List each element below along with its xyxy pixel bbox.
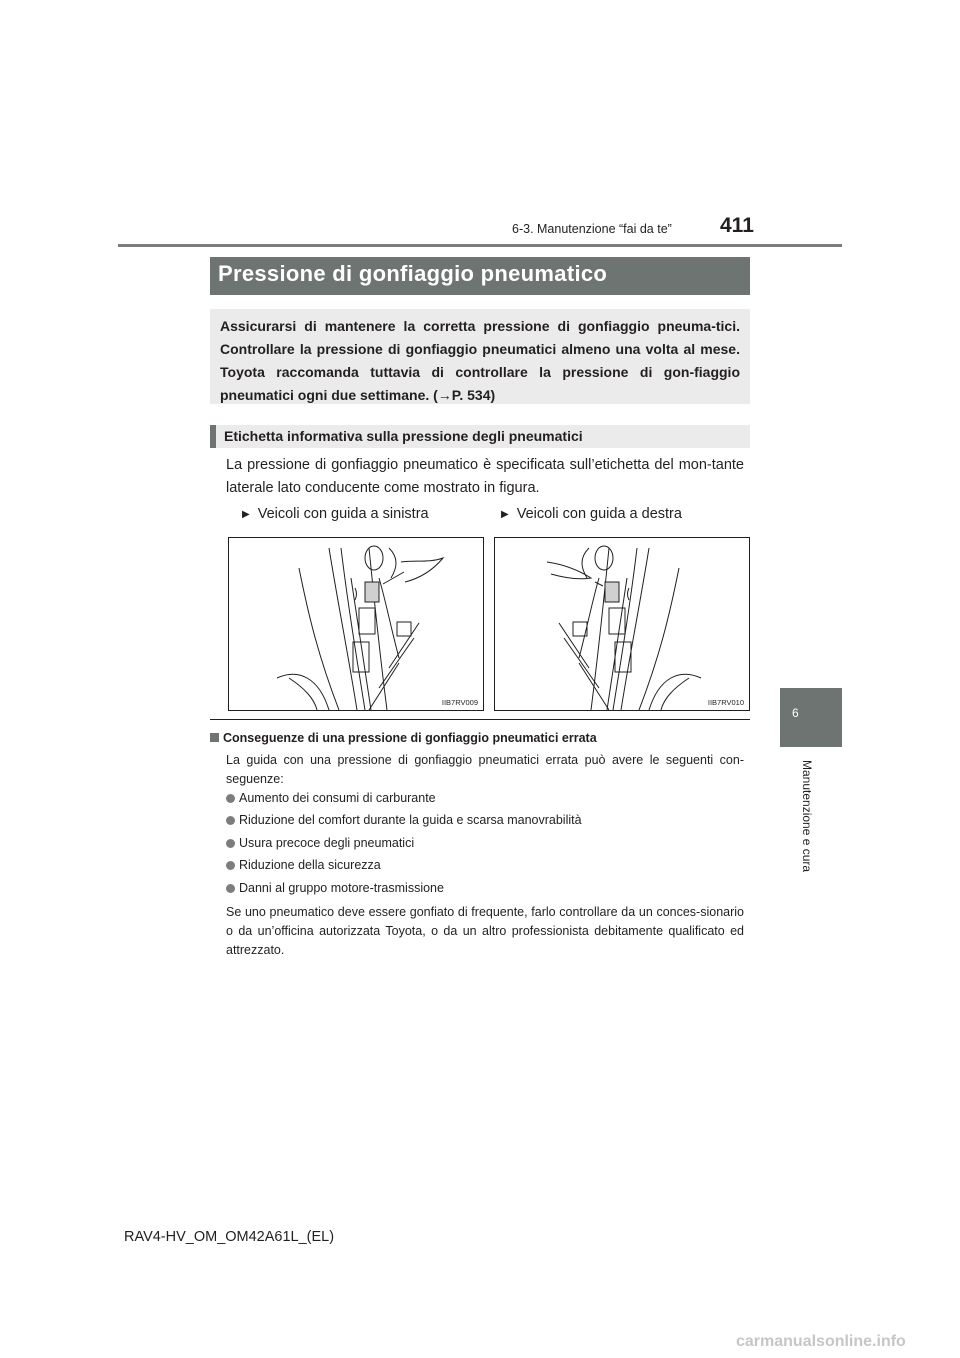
triangle-bullet-icon: ▶: [501, 509, 509, 520]
figure-right-hand-drive: [494, 537, 750, 711]
circle-bullet-icon: [226, 839, 235, 848]
figure-caption-left: [242, 506, 429, 522]
figure-caption-right-text: Veicoli con guida a destra: [516, 506, 682, 522]
circle-bullet-icon: [226, 794, 235, 803]
consequences-heading-text: Conseguenze di una pressione di gonfiaggio pneumatici errata: [223, 731, 597, 745]
section-title-bar: [210, 257, 750, 295]
square-bullet-icon: [210, 733, 219, 742]
circle-bullet-icon: [226, 861, 235, 870]
consequences-lead: La guida con una pressione di gonfiaggio pneumatici errata può avere le seguenti con-seguenze:: [226, 753, 744, 786]
section-separator: [210, 719, 750, 720]
b-pillar-illustration-right: [495, 538, 749, 710]
section-title: Pressione di gonfiaggio pneumatico: [218, 261, 608, 286]
list-item-text: Aumento dei consumi di carburante: [239, 791, 436, 805]
consequences-heading: [210, 731, 597, 745]
circle-bullet-icon: [226, 884, 235, 893]
triangle-bullet-icon: ▶: [242, 509, 250, 520]
list-item: [226, 813, 582, 827]
header-rule: [118, 244, 842, 247]
running-header-section: 6-3. Manutenzione “fai da te”: [512, 222, 672, 236]
b-pillar-illustration-left: [229, 538, 483, 710]
circle-bullet-icon: [226, 816, 235, 825]
chapter-label: [800, 760, 818, 960]
consequences-closing: Se uno pneumatico deve essere gonfiato di frequente, farlo controllare da un conces-sionario o da un’officina autorizzata Toyota, o da un altro professionista debitamente qualificato ed attrezzato.: [226, 905, 744, 957]
subsection-bar: [210, 425, 750, 448]
figure-code-left: IIB7RV009: [441, 698, 478, 707]
list-item: [226, 858, 381, 872]
page-number: 411: [720, 214, 754, 237]
list-item-text: Danni al gruppo motore-trasmissione: [239, 881, 444, 895]
figure-left-hand-drive: [228, 537, 484, 711]
intro-box: Assicurarsi di mantenere la corretta pressione di gonfiaggio pneuma-tici. Controllare la pressione di gonfiaggio pneumatici almeno una volta al mese. Toyota raccomanda tuttavia di controllare la pressione di gon-fiaggio pneumatici ogni due settimane. (→P. 534): [210, 309, 750, 404]
watermark: carmanualsonline.info: [736, 1333, 906, 1350]
list-item: [226, 836, 414, 850]
chapter-tab: [780, 688, 842, 747]
subsection-title: Etichetta informativa sulla pressione degli pneumatici: [224, 428, 583, 444]
chapter-number: 6: [792, 706, 799, 720]
list-item-text: Riduzione del comfort durante la guida e scarsa manovrabilità: [239, 813, 582, 827]
list-item: [226, 881, 444, 895]
chapter-label-text: Manutenzione e cura: [800, 760, 814, 873]
list-item: [226, 791, 436, 805]
figure-code-right: IIB7RV010: [707, 698, 744, 707]
figure-caption-right: [501, 506, 682, 522]
figure-caption-left-text: Veicoli con guida a sinistra: [257, 506, 429, 522]
list-item-text: Riduzione della sicurezza: [239, 858, 381, 872]
list-item-text: Usura precoce degli pneumatici: [239, 836, 415, 850]
subsection-marker: [210, 425, 216, 448]
label-paragraph: La pressione di gonfiaggio pneumatico è specificata sull’etichetta del mon-tante laterale lato conducente come mostrato in figura.: [226, 457, 744, 496]
document-code-footer: RAV4-HV_OM_OM42A61L_(EL): [124, 1229, 335, 1245]
